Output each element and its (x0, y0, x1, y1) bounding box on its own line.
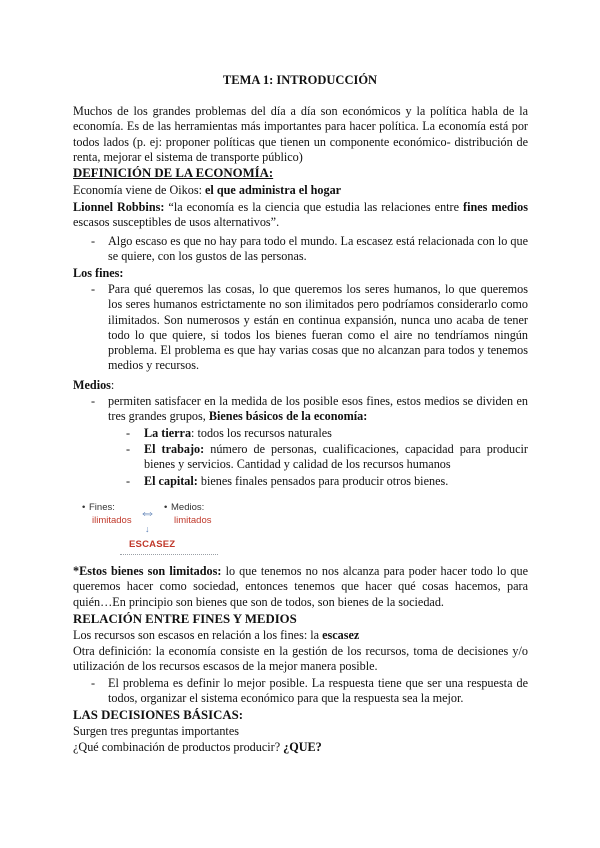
sub-bullet-dash: - (126, 426, 131, 440)
oikos-bold: el que administra el hogar (205, 183, 342, 197)
decisiones-heading: LAS DECISIONES BÁSICAS: (73, 708, 243, 722)
diagram-medios-label: Medios: (171, 502, 205, 513)
relacion-bullet: El problema es definir lo mejor posible. La respuesta tiene que ser una respuesta de todos, organizar el sistema económico para que la respuesta sea la mejor. (108, 676, 528, 706)
limitados-paragraph (73, 564, 528, 610)
bullet-dash: - (91, 676, 96, 690)
medios-heading-line (73, 378, 528, 393)
intro-paragraph: Muchos de los grandes problemas del día a día son económicos y la política habla de la economía. Es de las herramientas más importantes para hacer política. La economía está por todos lados (p. ej: proponer políticas que tienen un componente económico- distribución de renta, mejorar el sistema de transporte público) (73, 104, 528, 164)
relacion-heading: RELACIÓN ENTRE FINES Y MEDIOS (73, 612, 297, 626)
sub-bullet-dash: - (126, 474, 131, 488)
limitados-bold: *Estos bienes son limitados: (73, 564, 222, 578)
capital-bold: El capital: (144, 474, 198, 488)
sub-bullet-dash: - (126, 442, 131, 456)
robbins-tail: escasos susceptibles de usos alternativos”. (73, 215, 280, 230)
limitados-text: lo que tenemos no nos alcanza para poder hacer todo lo que queremos hacer como sociedad, entonces tenemos que hacer qué cosas hacemos, para quién…En principio son bienes que son de todos, son bienes de la sociedad. (73, 564, 528, 609)
escaso-bullet: Algo escaso es que no hay para todo el mundo. La escasez está relacionada con lo que se quiere, con los gustos de las personas. (108, 234, 528, 264)
oikos-line (73, 183, 528, 198)
bullet-dash: - (91, 234, 96, 248)
sub-bullet-tierra (144, 426, 528, 441)
page-title: TEMA 1: INTRODUCCIÓN (222, 73, 378, 87)
relacion-line1-bold: escasez (322, 628, 360, 642)
decisiones-line2 (73, 740, 528, 755)
decisiones-line2-text: ¿Qué combinación de productos producir? (73, 740, 284, 754)
robbins-name: Lionnel Robbins: (73, 200, 165, 214)
fines-bullet: Para qué queremos las cosas, lo que queremos los seres humanos, lo que queremos los seres humanos estrictamente no son ilimitados pero podríamos considerarlo como ilimitados. Son numerosos y están en continua expansión, nunca uno acaba de tener todo lo que quiere, si todos los bienes fueran como el aire no tendríamos ningún problema. El problema es que hay varias cosas que no alcanzan para todos y tenemos medios y recursos. (108, 282, 528, 373)
double-arrow-icon: ⇔ (139, 503, 156, 522)
bullet-dash: - (91, 282, 96, 296)
medios-heading: Medios (73, 378, 111, 392)
diagram-divider (120, 554, 218, 555)
diagram-medios-sub: limitados (174, 515, 212, 526)
capital-text: bienes finales pensados para producir otros bienes. (197, 474, 449, 488)
decisiones-line2-bold: ¿QUE? (283, 740, 322, 754)
oikos-text: Economía viene de Oikos: (73, 183, 205, 197)
diagram-fines-sub: ilimitados (92, 515, 132, 526)
medios-bullet-bold: Bienes básicos de la economía: (208, 409, 368, 424)
definition-heading: DEFINICIÓN DE LA ECONOMÍA: (73, 166, 274, 180)
diagram-fines-label: Fines: (89, 502, 115, 513)
sub-bullet-trabajo (144, 442, 528, 473)
medios-colon: : (110, 378, 115, 392)
tierra-bold: La tierra (144, 426, 192, 440)
tierra-text: : todos los recursos naturales (191, 426, 332, 440)
decisiones-line1: Surgen tres preguntas importantes (73, 724, 239, 738)
relacion-line1 (73, 628, 528, 643)
down-arrow-icon: ↓ (145, 524, 150, 534)
robbins-bold: fines medios (463, 200, 529, 214)
diagram-escasez: ESCASEZ (129, 539, 176, 550)
trabajo-bold: El trabajo: (144, 442, 205, 456)
diagram-medios-bullet: • (164, 502, 168, 513)
trabajo-text: número de personas, cualificaciones, capacidad para producir bienes y servicios. Cantidad y calidad de los recursos humanos (144, 442, 528, 472)
diagram-fines-bullet: • (82, 502, 86, 513)
relacion-line2: Otra definición: la economía consiste en la gestión de los recursos, toma de decisiones y/o utilización de los recursos escasos de la mejor manera posible. (73, 644, 528, 674)
robbins-paragraph (73, 200, 528, 231)
relacion-line1-text: Los recursos son escasos en relación a los fines: la (73, 628, 323, 642)
sub-bullet-capital (144, 474, 528, 489)
medios-bullet (108, 394, 528, 425)
fines-heading: Los fines: (73, 266, 124, 280)
bullet-dash: - (91, 394, 96, 408)
robbins-text: “la economía es la ciencia que estudia las relaciones entre (164, 200, 464, 214)
medios-bullet-text: permiten satisfacer en la medida de los posible esos fines, estos medios se dividen en tres grandes grupos, (108, 394, 528, 424)
